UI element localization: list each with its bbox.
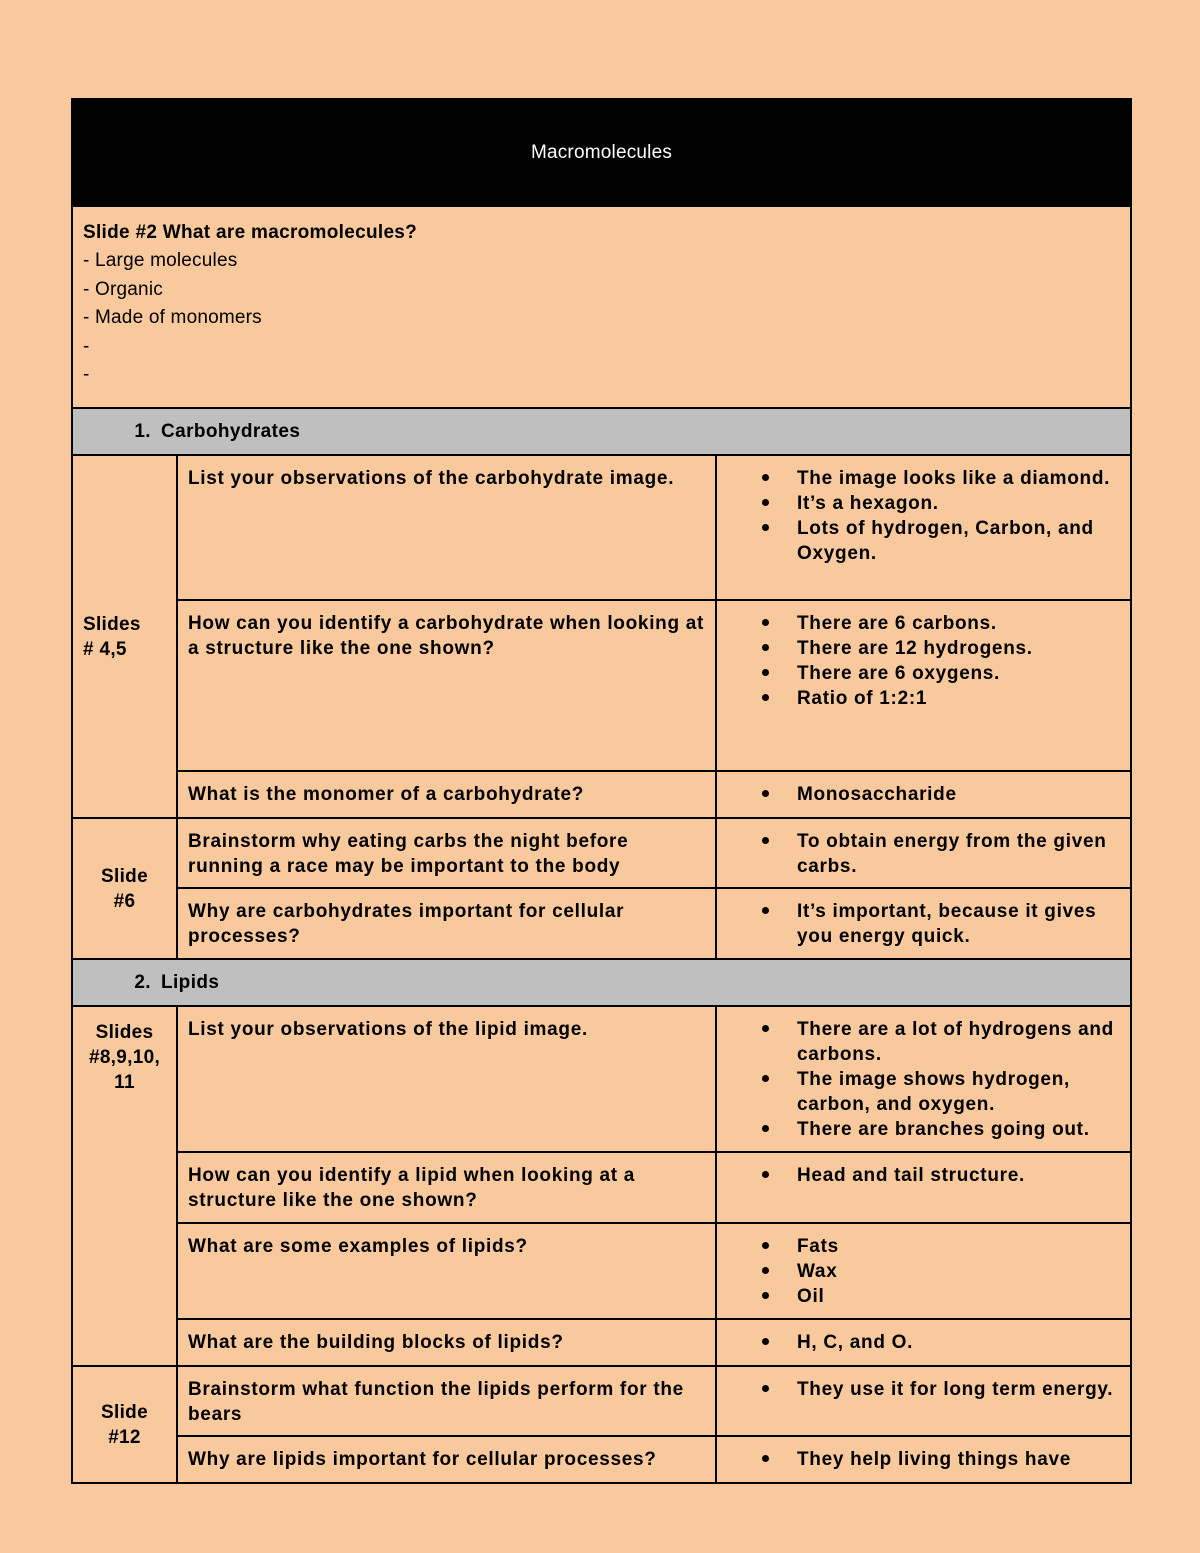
intro-line: - Organic bbox=[83, 278, 163, 300]
answer-cell bbox=[716, 1223, 1131, 1319]
section-header-lipids bbox=[72, 959, 1131, 1006]
answer-item: H, C, and O. bbox=[717, 1330, 1122, 1355]
answer-item: They use it for long term energy. bbox=[717, 1377, 1122, 1402]
answer-item: Fats bbox=[717, 1234, 1122, 1259]
slide-ref bbox=[72, 1366, 177, 1483]
slide-ref bbox=[72, 455, 177, 818]
answer-cell bbox=[716, 818, 1131, 888]
answer-item: There are 6 carbons. bbox=[717, 611, 1122, 636]
intro-line: - Large molecules bbox=[83, 250, 238, 271]
answer-cell bbox=[716, 1319, 1131, 1366]
intro-line: - bbox=[83, 364, 90, 385]
answer-item: There are a lot of hydrogens and carbons. bbox=[717, 1017, 1122, 1067]
slide-ref-line: #12 bbox=[108, 1426, 141, 1448]
answer-item: The image looks like a diamond. bbox=[717, 466, 1122, 491]
section-name: Lipids bbox=[161, 972, 220, 993]
slide-ref-line: #6 bbox=[113, 890, 136, 912]
question-cell: Why are carbohydrates important for cellular processes? bbox=[177, 888, 716, 959]
slide-ref-line: 11 bbox=[114, 1072, 135, 1093]
slide-ref-line: #8,9,10, bbox=[88, 1047, 161, 1068]
answer-cell bbox=[716, 455, 1131, 600]
slide-ref-line: # 4,5 bbox=[83, 638, 127, 660]
intro-line: - bbox=[83, 335, 90, 357]
intro-line: - Made of monomers bbox=[83, 307, 262, 328]
answer-item: There are branches going out. bbox=[717, 1117, 1122, 1142]
page-title: Macromolecules bbox=[72, 99, 1131, 206]
section-header-carbohydrates bbox=[72, 408, 1131, 455]
question-cell: Why are lipids important for cellular processes? bbox=[177, 1436, 716, 1483]
question-cell: Brainstorm what function the lipids perform for the bears bbox=[177, 1366, 716, 1436]
intro-block bbox=[72, 206, 1131, 408]
question-cell: What are the building blocks of lipids? bbox=[177, 1319, 716, 1366]
section-number: 1. bbox=[134, 421, 151, 442]
answer-item: Wax bbox=[717, 1259, 1122, 1284]
slide-ref bbox=[72, 1006, 177, 1366]
question-cell: What are some examples of lipids? bbox=[177, 1223, 716, 1319]
answer-cell bbox=[716, 1152, 1131, 1223]
slide-ref-line: Slides bbox=[83, 613, 141, 635]
answer-cell bbox=[716, 1436, 1131, 1483]
answer-cell bbox=[716, 1006, 1131, 1152]
answer-item: Lots of hydrogen, Carbon, and Oxygen. bbox=[717, 516, 1122, 566]
answer-item: It’s a hexagon. bbox=[717, 491, 1122, 516]
intro-heading: Slide #2 What are macromolecules? bbox=[83, 222, 418, 243]
answer-item: There are 6 oxygens. bbox=[717, 661, 1122, 686]
slide-ref bbox=[72, 818, 177, 959]
slide-ref-line: Slide bbox=[101, 865, 148, 887]
answer-item: Head and tail structure. bbox=[717, 1163, 1122, 1188]
question-cell: Brainstorm why eating carbs the night before running a race may be important to the body bbox=[177, 818, 716, 888]
answer-item: Ratio of 1:2:1 bbox=[717, 686, 1122, 711]
answer-cell bbox=[716, 600, 1131, 771]
slide-ref-line: Slides bbox=[95, 1022, 154, 1043]
answer-item: The image shows hydrogen, carbon, and oxygen. bbox=[717, 1067, 1122, 1117]
answer-cell bbox=[716, 888, 1131, 959]
section-name: Carbohydrates bbox=[161, 421, 301, 442]
worksheet-table bbox=[71, 98, 1132, 1484]
answer-item: It’s important, because it gives you energy quick. bbox=[717, 899, 1122, 949]
question-cell: List your observations of the carbohydrate image. bbox=[177, 455, 716, 600]
answer-cell bbox=[716, 1366, 1131, 1436]
answer-cell bbox=[716, 771, 1131, 818]
slide-ref-line: Slide bbox=[101, 1401, 148, 1423]
question-cell: How can you identify a carbohydrate when looking at a structure like the one shown? bbox=[177, 600, 716, 771]
answer-item: To obtain energy from the given carbs. bbox=[717, 829, 1122, 879]
answer-item: Monosaccharide bbox=[717, 782, 1122, 807]
question-cell: List your observations of the lipid image. bbox=[177, 1006, 716, 1152]
answer-item: There are 12 hydrogens. bbox=[717, 636, 1122, 661]
question-cell: How can you identify a lipid when looking at a structure like the one shown? bbox=[177, 1152, 716, 1223]
section-number: 2. bbox=[134, 972, 151, 993]
answer-item: They help living things have bbox=[717, 1447, 1122, 1472]
answer-item: Oil bbox=[717, 1284, 1122, 1309]
question-cell: What is the monomer of a carbohydrate? bbox=[177, 771, 716, 818]
